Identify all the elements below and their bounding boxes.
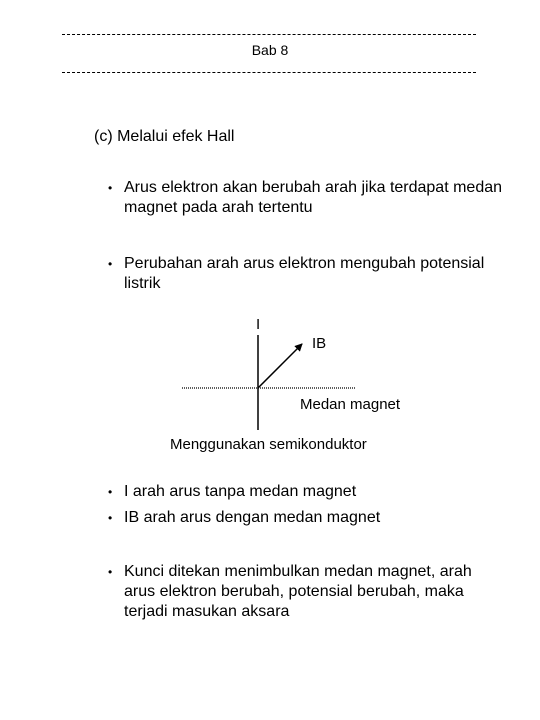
bullet-icon: • (108, 257, 113, 271)
bullet-icon: • (108, 485, 113, 499)
bullet-icon: • (108, 511, 113, 525)
current-i-label: I (256, 316, 261, 333)
bullet-text: Perubahan arah arus elektron mengubah potensial listrik (124, 255, 485, 292)
section-heading: (c) Melalui efek Hall (94, 128, 235, 145)
bullet-icon: • (108, 565, 113, 579)
bullet-item-5 (108, 562, 504, 622)
bullet-text: Kunci ditekan menimbulkan medan magnet, arah arus elektron berubah, potensial berubah, maka terjadi masukan aksara (124, 563, 472, 620)
ib-arrow (258, 344, 302, 388)
current-ib-label: IB (312, 335, 327, 352)
bullet-item-4 (108, 508, 504, 528)
bullet-text: I arah arus tanpa medan magnet (124, 483, 357, 500)
bullet-text: Arus elektron akan berubah arah jika terdapat medan magnet pada arah tertentu (124, 179, 503, 216)
bullet-item-3 (108, 482, 504, 502)
magnetic-field-label: Medan magnet (300, 396, 401, 413)
bullet-text: IB arah arus dengan medan magnet (124, 509, 381, 526)
diagram-caption: Menggunakan semikonduktor (170, 436, 367, 453)
bullet-icon: • (108, 181, 113, 195)
chapter-title: Bab 8 (251, 42, 289, 58)
